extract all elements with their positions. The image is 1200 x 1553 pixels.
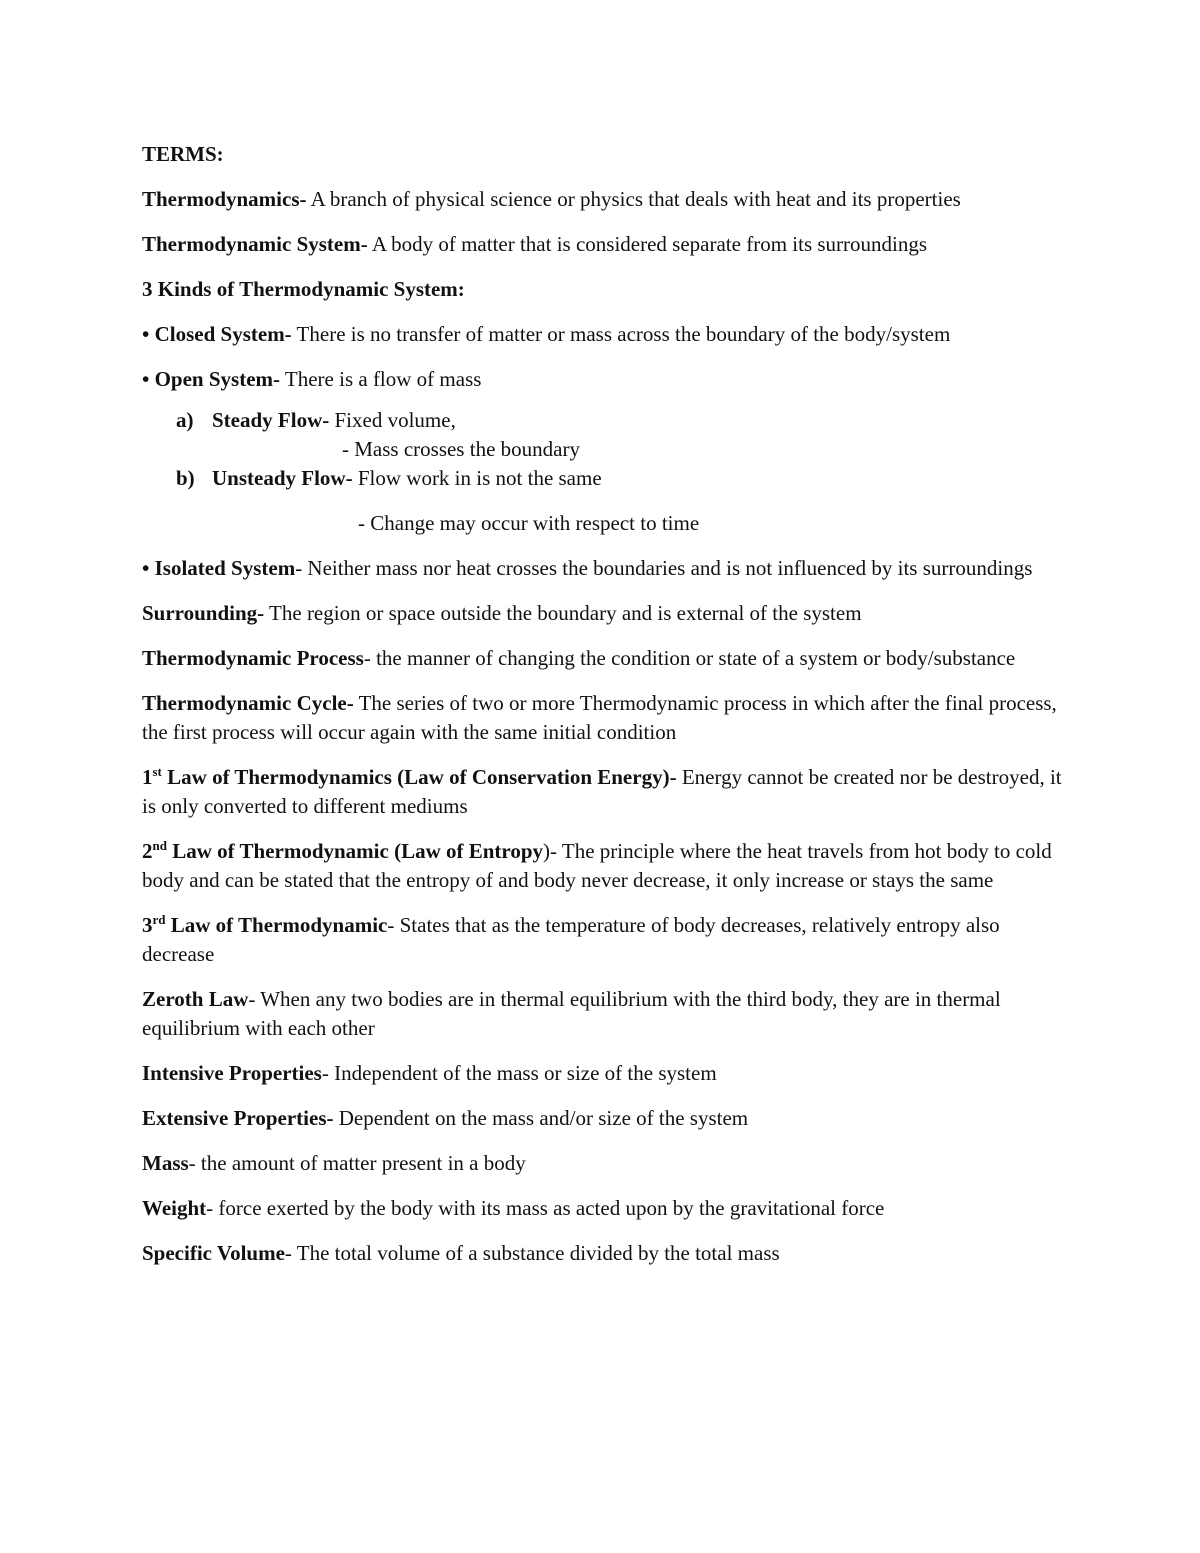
term-name: Thermodynamic Process bbox=[142, 646, 364, 670]
term-definition bbox=[142, 1239, 1067, 1268]
term-ordinal-suffix: rd bbox=[152, 912, 166, 927]
term-description: Energy cannot be created nor be destroyed, it is only converted to different mediums bbox=[142, 765, 1062, 818]
subtype-marker: a) bbox=[176, 408, 194, 432]
term-definition bbox=[142, 230, 1067, 259]
term-description: Dependent on the mass and/or size of the system bbox=[333, 1106, 749, 1130]
term-ordinal: 3 bbox=[142, 913, 153, 937]
term-name: Zeroth Law bbox=[142, 987, 249, 1011]
subtype-description: Flow work in is not the same bbox=[352, 466, 602, 490]
term-name: Specific Volume bbox=[142, 1241, 285, 1265]
term-label bbox=[142, 556, 295, 580]
term-definition bbox=[142, 689, 1067, 747]
subtype-continuation: - Change may occur with respect to time bbox=[358, 511, 700, 535]
term-definition bbox=[142, 365, 1067, 394]
term-description: )- The principle where the heat travels from hot body to cold body and can be stated that the entropy of and body never decrease, it only increase or stays the same bbox=[142, 839, 1052, 892]
term-description: There is no transfer of matter or mass across the boundary of the body/system bbox=[291, 322, 951, 346]
term-label bbox=[142, 839, 543, 863]
term-description: A branch of physical science or physics that deals with heat and its properties bbox=[306, 187, 961, 211]
term-label bbox=[142, 691, 354, 715]
term-ordinal: 2 bbox=[142, 839, 153, 863]
term-definition bbox=[142, 763, 1067, 821]
term-definition bbox=[142, 985, 1067, 1043]
term-definition bbox=[142, 911, 1067, 969]
term-description: - the amount of matter present in a body bbox=[188, 1151, 526, 1175]
term-definition bbox=[142, 837, 1067, 895]
term-description: - When any two bodies are in thermal equilibrium with the third body, they are in thermal equilibrium with each other bbox=[142, 987, 1001, 1040]
term-description: - The total volume of a substance divided by the total mass bbox=[284, 1241, 780, 1265]
term-definition bbox=[142, 320, 1067, 349]
term-name: • Closed System- bbox=[142, 322, 292, 346]
term-name: Weight bbox=[142, 1196, 207, 1220]
term-description: The series of two or more Thermodynamic process in which after the final process, the first process will occur again with the same initial condition bbox=[142, 691, 1057, 744]
term-name: • Open System- bbox=[142, 367, 281, 391]
term-definition bbox=[142, 1149, 1067, 1178]
subtype-description: Fixed volume, bbox=[329, 408, 456, 432]
term-description: - the manner of changing the condition or state of a system or body/substance bbox=[363, 646, 1016, 670]
term-label bbox=[142, 187, 307, 211]
term-description: - force exerted by the body with its mass as acted upon by the gravitational force bbox=[206, 1196, 885, 1220]
term-label bbox=[142, 367, 280, 391]
term-label bbox=[142, 1241, 285, 1265]
term-definition bbox=[142, 1104, 1067, 1133]
term-label bbox=[142, 646, 364, 670]
section-heading: TERMS: bbox=[142, 142, 224, 166]
term-list-after bbox=[142, 554, 1067, 1268]
term-description: - Independent of the mass or size of the system bbox=[321, 1061, 717, 1085]
term-label bbox=[142, 601, 264, 625]
term-description: The region or space outside the boundary and is external of the system bbox=[264, 601, 862, 625]
term-name: Extensive Properties- bbox=[142, 1106, 334, 1130]
term-name: Law of Thermodynamic (Law of Entropy bbox=[166, 839, 544, 863]
term-name: • Isolated System bbox=[142, 556, 296, 580]
term-name: Surrounding- bbox=[142, 601, 265, 625]
subtype-marker: b) bbox=[176, 466, 195, 490]
term-ordinal-suffix: nd bbox=[152, 838, 167, 853]
term-label bbox=[142, 232, 368, 256]
term-name: 3 Kinds of Thermodynamic System: bbox=[142, 277, 465, 301]
term-label bbox=[142, 765, 677, 789]
term-description: - States that as the temperature of body decreases, relatively entropy also decrease bbox=[142, 913, 1000, 966]
subtype-item bbox=[142, 406, 1067, 435]
term-name: Law of Thermodynamic bbox=[165, 913, 388, 937]
term-label bbox=[142, 1151, 189, 1175]
subtype-item bbox=[142, 464, 1067, 493]
term-name: Mass bbox=[142, 1151, 189, 1175]
term-label bbox=[142, 322, 292, 346]
subtype-term: Unsteady Flow- bbox=[212, 466, 353, 490]
term-definition bbox=[142, 185, 1067, 214]
term-name: Law of Thermodynamics (Law of Conservation Energy)- bbox=[161, 765, 677, 789]
term-name: Thermodynamic Cycle- bbox=[142, 691, 354, 715]
term-definition bbox=[142, 275, 1067, 304]
term-name: Thermodynamics- bbox=[142, 187, 307, 211]
subtype-term: Steady Flow- bbox=[212, 408, 330, 432]
term-label bbox=[142, 987, 248, 1011]
term-description: There is a flow of mass bbox=[280, 367, 482, 391]
term-label bbox=[142, 913, 387, 937]
term-definition bbox=[142, 1059, 1067, 1088]
term-list-before bbox=[142, 185, 1067, 394]
term-definition bbox=[142, 1194, 1067, 1223]
subtype-continuation: - Mass crosses the boundary bbox=[342, 437, 580, 461]
term-ordinal: 1 bbox=[142, 765, 153, 789]
term-description: - Neither mass nor heat crosses the boundaries and is not influenced by its surroundings bbox=[295, 556, 1033, 580]
term-name: Thermodynamic System- bbox=[142, 232, 368, 256]
term-definition bbox=[142, 644, 1067, 673]
document-body bbox=[142, 140, 1067, 1284]
term-label bbox=[142, 277, 465, 301]
term-definition bbox=[142, 599, 1067, 628]
term-ordinal-suffix: st bbox=[152, 764, 162, 779]
term-definition bbox=[142, 554, 1067, 583]
term-label bbox=[142, 1061, 322, 1085]
term-name: Intensive Properties bbox=[142, 1061, 322, 1085]
open-system-subtypes bbox=[142, 406, 1067, 538]
term-label bbox=[142, 1196, 206, 1220]
term-label bbox=[142, 1106, 333, 1130]
term-description: A body of matter that is considered separate from its surroundings bbox=[367, 232, 928, 256]
